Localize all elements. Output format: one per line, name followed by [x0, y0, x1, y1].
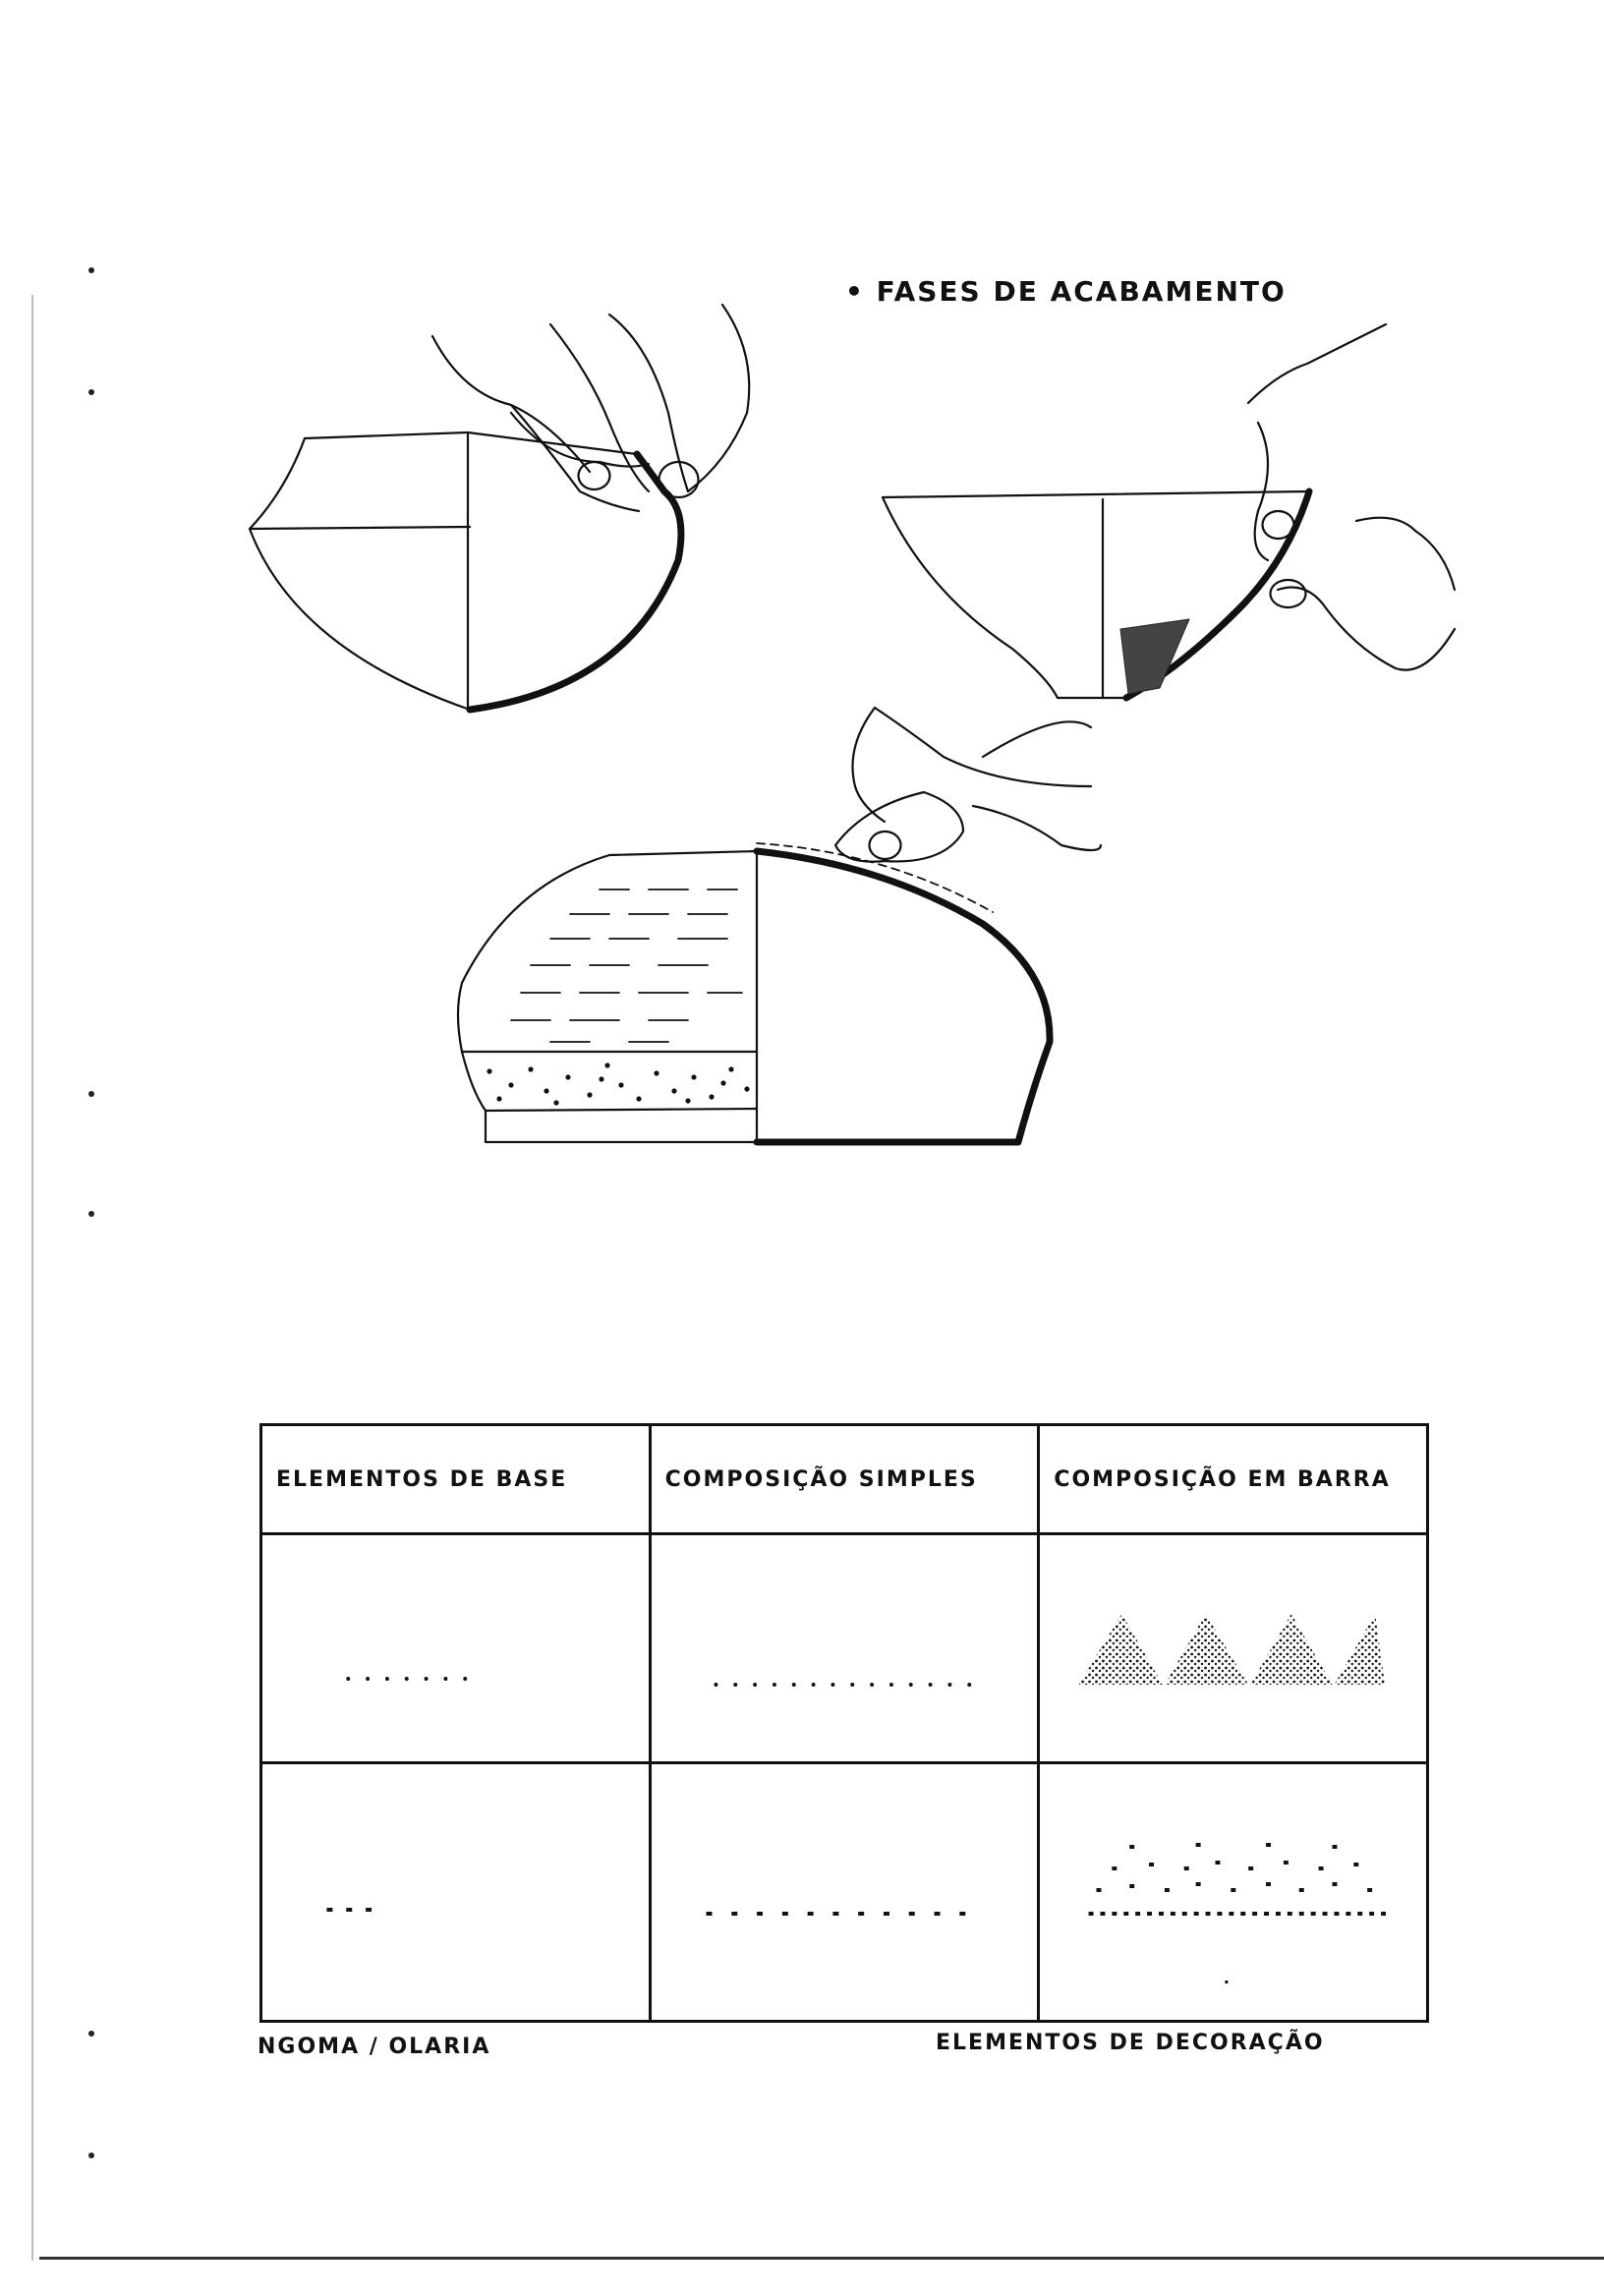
table-row — [261, 1763, 1428, 2022]
dotted-band-decoration — [487, 1062, 749, 1105]
cell-simple-dots — [650, 1534, 1039, 1763]
table-row — [261, 1534, 1428, 1763]
footer-left-label: NGOMA / OLARIA — [258, 2035, 491, 2059]
margin-mark — [88, 2031, 94, 2037]
pot-2-drawing — [883, 324, 1455, 698]
base-short-dashes — [262, 1764, 649, 2020]
figure-title-text: FASES DE ACABAMENTO — [876, 275, 1287, 308]
cell-base-dashes — [261, 1763, 651, 2022]
pot-3-drawing — [458, 708, 1101, 1142]
header-composicao-simples: COMPOSIÇÃO SIMPLES — [650, 1425, 1039, 1534]
simple-dot-row — [652, 1535, 1038, 1761]
pot-1-drawing — [250, 305, 749, 710]
decoration-elements-table — [259, 1423, 1429, 2023]
base-dot-pattern — [262, 1535, 649, 1761]
comb-decoration — [511, 890, 742, 1042]
dashed-zigzag-band — [1040, 1764, 1426, 2020]
header-composicao-em-barra: COMPOSIÇÃO EM BARRA — [1039, 1425, 1428, 1534]
margin-mark — [88, 2152, 94, 2158]
table-header-row — [261, 1425, 1428, 1534]
simple-dash-row — [652, 1764, 1038, 2020]
header-elementos-de-base: ELEMENTOS DE BASE — [261, 1425, 651, 1534]
footer-right-label: ELEMENTOS DE DECORAÇÃO — [936, 2031, 1325, 2055]
cell-base-dots — [261, 1534, 651, 1763]
bullet-mark: • — [845, 275, 877, 308]
dotted-triangles-band — [1040, 1535, 1426, 1761]
cell-simple-dashes — [650, 1763, 1039, 2022]
cell-bar-zigzag — [1039, 1763, 1428, 2022]
cell-bar-triangles — [1039, 1534, 1428, 1763]
page-bottom-rule — [39, 2257, 1604, 2260]
